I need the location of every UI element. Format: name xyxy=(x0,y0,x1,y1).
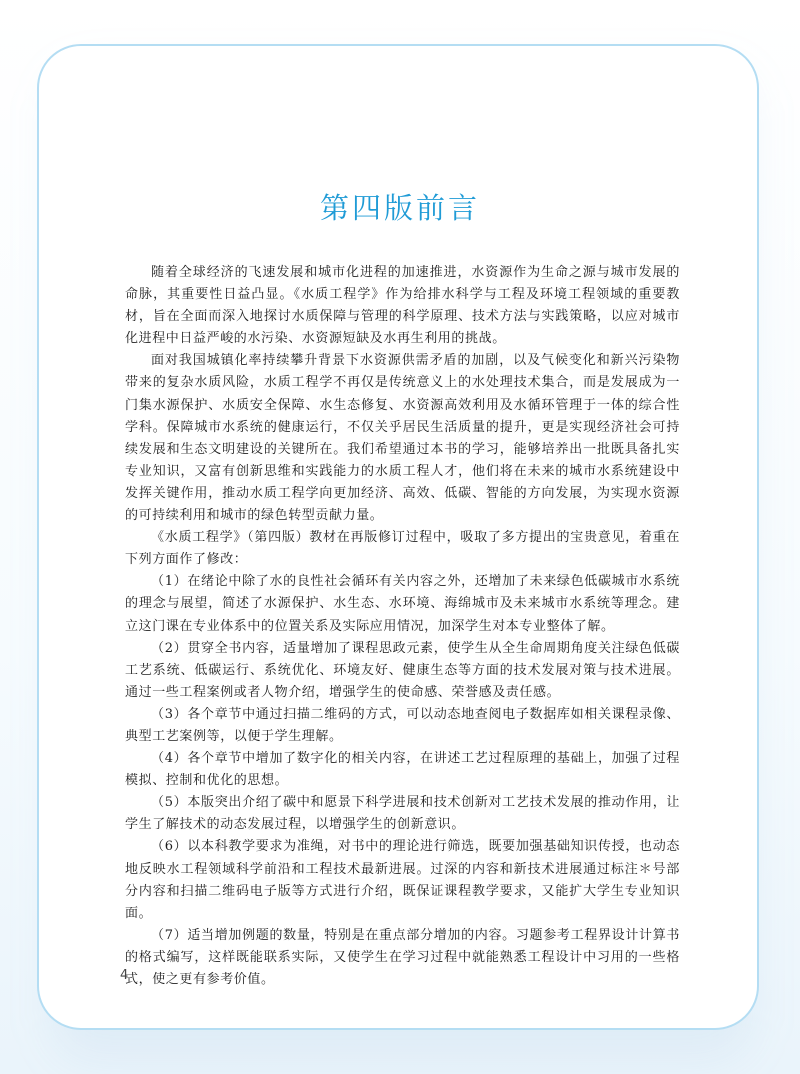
page-title: 第四版前言 xyxy=(319,191,480,225)
paragraph: （2）贯穿全书内容，适量增加了课程思政元素，使学生从全生命周期角度关注绿色低碳工艺系统、低碳运行、系统优化、环境友好、健康生态等方面的技术发展对策与技术进展。通过一些工程案例或者人物介绍，增强学生的使命感、荣誉感及责任感。 xyxy=(125,640,680,700)
paragraph: （6）以本科教学要求为准绳，对书中的理论进行筛选，既要加强基础知识传授，也动态地反映水工程领域科学前沿和工程技术最新进展。过深的内容和新技术进展通过标注＊号部分内容和扫描二维码电子版等方式进行介绍，既保证课程教学要求，又能扩大学生专业知识面。 xyxy=(125,839,680,921)
paragraph: 随着全球经济的飞速发展和城市化进程的加速推进，水资源作为生命之源与城市发展的命脉，其重要性日益凸显。《水质工程学》作为给排水科学与工程及环境工程领域的重要教材，旨在全面而深入地探讨水质保障与管理的科学原理、技术方法与实践策略，以应对城市化进程中日益严峻的水污染、水资源短缺及水再生利用的挑战。 xyxy=(125,265,680,347)
paragraph: （1）在绪论中除了水的良性社会循环有关内容之外，还增加了未来绿色低碳城市水系统的理念与展望，简述了水源保护、水生态、水环境、海绵城市及未来城市水系统等理念。建立这门课在专业体系中的位置关系及实际应用情况，加深学生对本专业整体了解。 xyxy=(125,574,680,634)
paragraph: （7）适当增加例题的数量，特别是在重点部分增加的内容。习题参考工程界设计计算书的格式编写，这样既能联系实际，又使学生在学习过程中就能熟悉工程设计中习用的一些格式，使之更有参考价值。 xyxy=(125,927,680,987)
paragraph: （3）各个章节中通过扫描二维码的方式，可以动态地查阅电子数据库如相关课程录像、典型工艺案例等，以便于学生理解。 xyxy=(125,706,680,744)
paragraph: 面对我国城镇化率持续攀升背景下水资源供需矛盾的加剧，以及气候变化和新兴污染物带来的复杂水质风险，水质工程学不再仅是传统意义上的水处理技术集合，而是发展成为一门集水源保护、水质安全保障、水生态修复、水资源高效利用及水循环管理于一体的综合性学科。保障城市水系统的健康运行，不仅关乎居民生活质量的提升，更是实现经济社会可持续发展和生态文明建设的关键所在。我们希望通过本书的学习，能够培养出一批既具备扎实专业知识，又富有创新思维和实践能力的水质工程人才，他们将在未来的城市水系统建设中发挥关键作用，推动水质工程学向更加经济、高效、低碳、智能的方向发展，为实现水资源的可持续利用和城市的绿色转型贡献力量。 xyxy=(125,353,680,524)
page-number: 4 xyxy=(120,968,129,983)
preface-body xyxy=(125,262,680,991)
paragraph: （5）本版突出介绍了碳中和愿景下科学进展和技术创新对工艺技术发展的推动作用，让学生了解技术的动态发展过程，以增强学生的创新意识。 xyxy=(125,795,680,833)
paragraph: （4）各个章节中增加了数字化的相关内容，在讲述工艺过程原理的基础上，加强了过程模拟、控制和优化的思想。 xyxy=(125,751,680,789)
paragraph: 《水质工程学》（第四版）教材在再版修订过程中，吸取了多方提出的宝贵意见，着重在下列方面作了修改： xyxy=(125,530,680,568)
